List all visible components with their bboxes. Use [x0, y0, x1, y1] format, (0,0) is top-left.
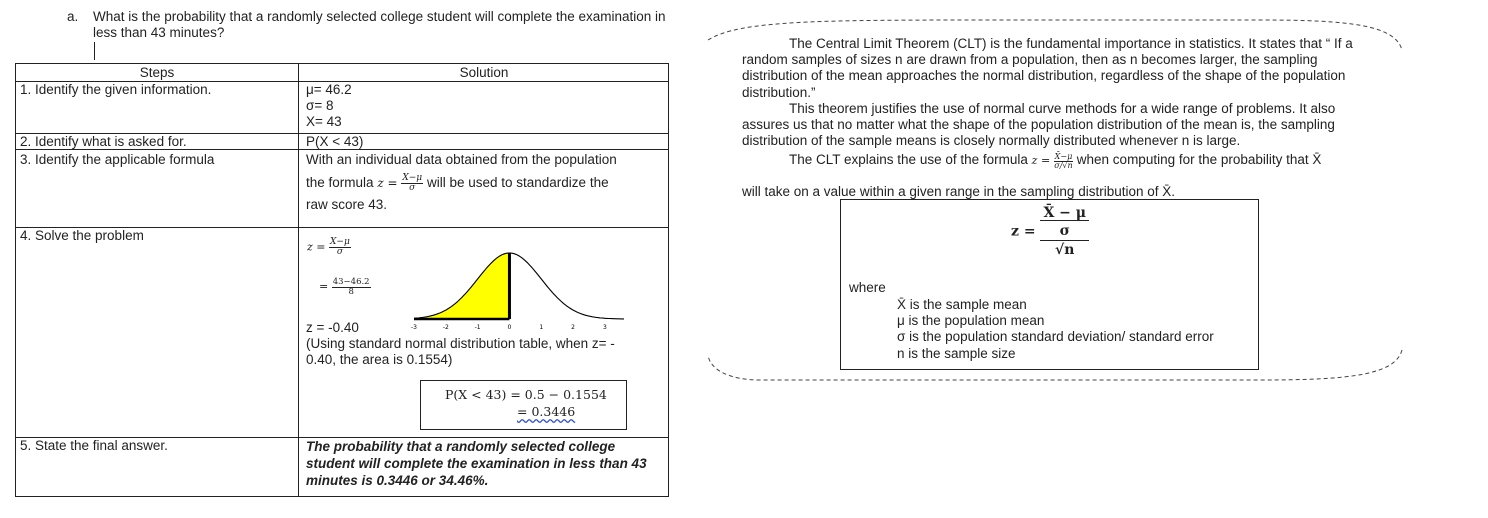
def-sample-mean: X̄ is the sample mean	[897, 297, 1027, 312]
table-note-1: (Using standard normal distribution table, when z= -	[306, 336, 615, 351]
question-text: What is the probability that a randomly selected college student will complete the examination in less than 43 minutes?	[93, 9, 666, 40]
column-divider	[298, 64, 299, 496]
x-tick-label: 0	[507, 324, 512, 331]
clt-p3-line2: will take on a value within a given range in the sampling distribution of X̄.	[742, 184, 1175, 199]
normal-curve	[414, 253, 624, 319]
clt-paragraph-2: This theorem justifies the use of normal curve methods for a wide range of problems. It also assures us that no matter what the shape of the population distribution of the mean is, the sampling distribution of the sample means is closely normally distributed whenever n is large.	[742, 101, 1336, 149]
def-std-dev: σ is the population standard deviation/ standard error	[897, 329, 1214, 345]
given-mean: μ= 46.2	[306, 82, 352, 97]
step-4-label: 4. Solve the problem	[20, 228, 144, 243]
step-3-label: 3. Identify the applicable formula	[20, 152, 215, 167]
x-tick-label: 3	[602, 324, 607, 331]
formula-line-1: With an individual data obtained from the population	[306, 152, 617, 167]
calc-box	[420, 380, 627, 430]
given-sigma: σ= 8	[306, 98, 334, 113]
formula-line-3: raw score 43.	[306, 197, 388, 212]
substituted-numerator: 43−46.2	[332, 277, 370, 287]
step-2-label: 2. Identify what is asked for.	[20, 134, 187, 149]
table-note-2: 0.40, the area is 0.1554)	[306, 352, 453, 367]
substituted-denominator: 8	[348, 286, 354, 297]
z-formula-inline: z = $\frac{X-\mu}{\sigma}$	[377, 173, 423, 193]
clt-inline-formula: z = $\frac{X̄-\mu}{\sigma/√n}$	[1031, 151, 1073, 170]
clt-formula: z = X̄ − μ σ √n	[1011, 206, 1089, 257]
text-cursor	[94, 42, 95, 60]
given-x: X= 43	[306, 114, 342, 129]
x-tick-label: 1	[539, 324, 544, 331]
solution-header: Solution	[459, 65, 509, 80]
x-tick-label: -1	[474, 324, 481, 331]
formula-post: will be used to standardize the	[426, 175, 609, 190]
x-tick-label: -3	[411, 324, 417, 331]
asked-value: P(X < 43)	[306, 134, 364, 149]
given-values	[306, 82, 352, 130]
solve-text	[306, 320, 656, 368]
step-1-label: 1. Identify the given information.	[20, 82, 212, 97]
clt-paragraph-1: The Central Limit Theorem (CLT) is the fundamental importance in statistics. It states that “ If a random samples of sizes n are drawn from a population, then as n becomes larger, the sampling distribution of the mean approaches the normal distribution, regardless of the shape of the population distribution.”	[742, 36, 1353, 100]
formula-explanation	[306, 152, 661, 213]
clt-paragraph-3	[789, 150, 1389, 171]
definitions	[897, 297, 1214, 362]
z-formula-solve: z = $\frac{X-\mu}{\sigma}$	[307, 237, 350, 257]
clt-p3-pre: The CLT explains the use of the formula	[789, 152, 1028, 167]
clt-p3-post: when computing for the probability that X̄	[1076, 152, 1322, 167]
step-5-label: 5. State the final answer.	[20, 438, 168, 453]
formula-the: the formula	[306, 175, 374, 190]
calc-line-2: = 0.3446	[517, 404, 576, 419]
where-label: where	[849, 280, 886, 295]
steps-table	[15, 63, 669, 497]
question	[67, 9, 667, 41]
formula-box	[840, 199, 1259, 370]
def-sample-size: n is the sample size	[897, 345, 1016, 361]
final-answer: The probability that a randomly selected college student will complete the examination in less than 43 minutes is 0.3446 or 34.46%.	[306, 439, 647, 488]
x-tick-label: -2	[442, 324, 449, 331]
calc-line-1: P(X < 43) = 0.5 − 0.1554	[445, 387, 607, 402]
x-tick-label: 2	[571, 324, 576, 331]
z-value: z = -0.40	[306, 320, 359, 335]
question-letter: a.	[67, 9, 79, 24]
steps-header: Steps	[139, 65, 175, 80]
def-population-mean: μ is the population mean	[897, 313, 1045, 329]
z-substitution: = $\frac{43-46.2}{8}$	[319, 277, 370, 297]
formula-line-2	[306, 174, 661, 193]
shaded-area	[414, 253, 510, 319]
